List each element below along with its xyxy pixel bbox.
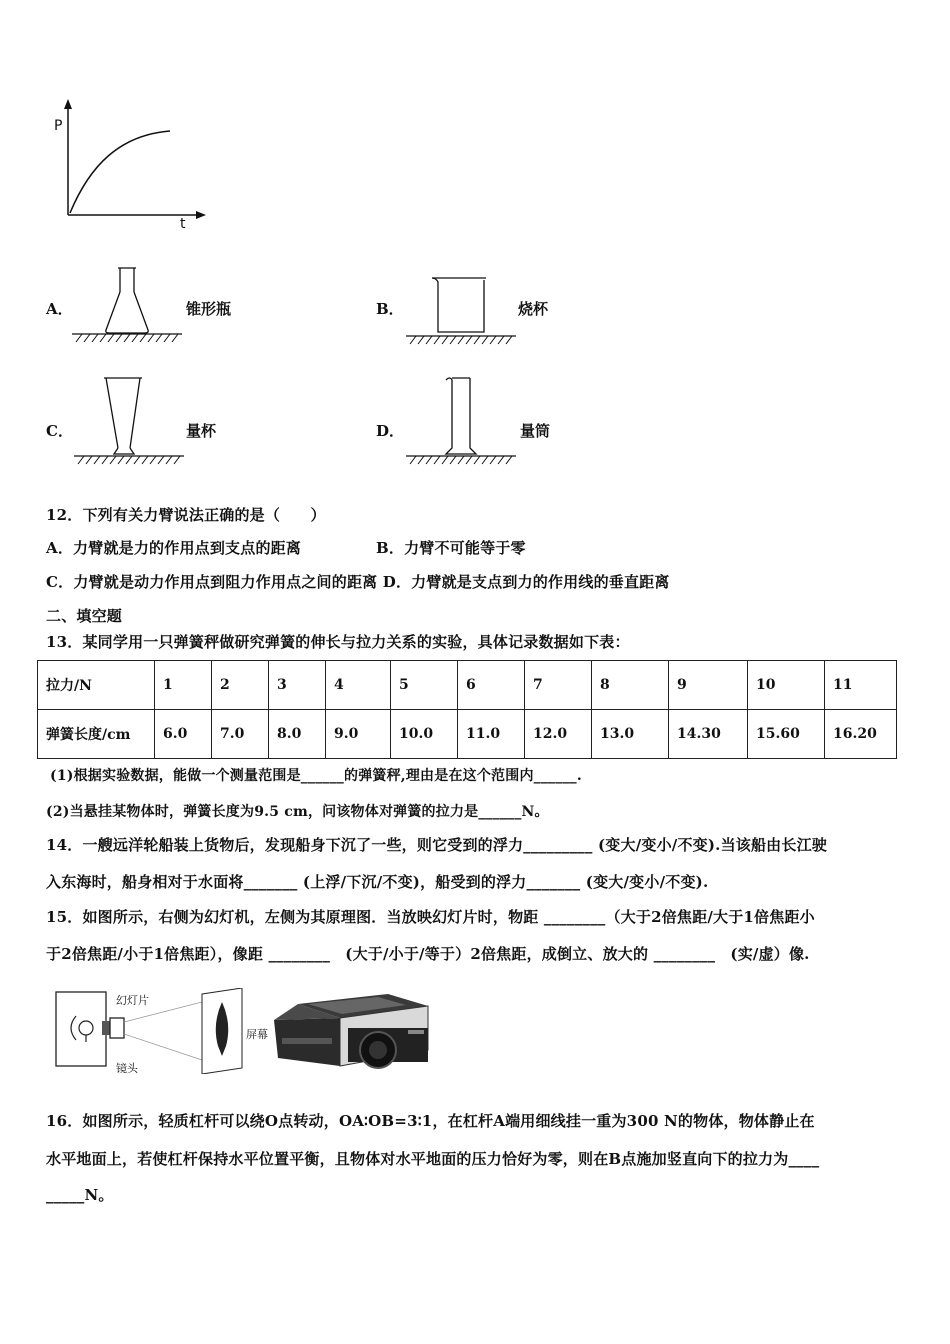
q16-line1: 16．如图所示，轻质杠杆可以绕O点转动，OA∶OB=3∶1，在杠杆A端用细线挂一重为300 N的物体，物体静止在 (46, 1112, 815, 1130)
q16-line2: 水平地面上，若使杠杆保持水平位置平衡，且物体对水平地面的压力恰好为零，则在B点施加竖直向下的拉力为____ (46, 1150, 820, 1168)
table-cell: 16.20 (825, 710, 897, 759)
table-cell: 1 (155, 661, 212, 710)
q15-line2: 于2倍焦距/小于1倍焦距），像距 ________ (大于/小于/等于）2倍焦距，成倒立、放大的 ________ (实/虚）像. (46, 945, 810, 963)
q13-part2: (2)当悬挂某物体时，弹簧长度为9.5 cm，问该物体对弹簧的拉力是______N。 (46, 804, 549, 820)
table-cell: 8 (592, 661, 669, 710)
option-a-label: 锥形瓶 (186, 300, 232, 318)
table-cell: 10 (748, 661, 825, 710)
table-cell: 9.0 (326, 710, 391, 759)
option-d-letter: D． (376, 422, 405, 440)
table-cell: 11 (825, 661, 897, 710)
q13-stem: 13．某同学用一只弹簧秤做研究弹簧的伸长与拉力关系的实验，具体记录数据如下表： (46, 633, 630, 651)
section-heading: 二、填空题 (46, 607, 123, 625)
option-b-label: 烧杯 (518, 300, 549, 318)
q12-option-a: A．力臂就是力的作用点到支点的距离 (46, 539, 302, 557)
option-a-letter: A． (46, 300, 73, 318)
p-t-graph (40, 95, 220, 235)
q15-line1: 15．如图所示，右侧为幻灯机，左侧为其原理图．当放映幻灯片时，物距 ________（大于2倍焦距/大于1倍焦距小 (46, 908, 815, 926)
conical-flask-figure (72, 262, 182, 350)
table-cell: 2 (212, 661, 269, 710)
table-cell: 7.0 (212, 710, 269, 759)
graduated-cylinder-figure (406, 372, 516, 472)
screen-label: 屏幕 (246, 1028, 268, 1041)
q16-line3: _____N。 (46, 1186, 114, 1204)
table-row-header: 拉力/N (38, 661, 155, 710)
measuring-cup-figure (74, 372, 184, 472)
table-cell: 10.0 (391, 710, 458, 759)
option-d-label: 量筒 (520, 422, 551, 440)
table-cell: 13.0 (592, 710, 669, 759)
projector-photo (268, 990, 438, 1080)
q13-part1: (1)根据实验数据，能做一个测量范围是______的弹簧秤,理由是在这个范围内______. (50, 768, 582, 784)
table-row (38, 710, 897, 759)
table-row (38, 661, 897, 710)
option-b-letter: B． (376, 300, 404, 318)
graph-y-label: P (54, 118, 63, 134)
lens-label: 镜头 (116, 1062, 138, 1075)
option-c-letter: C． (46, 422, 73, 440)
q12-option-b: B．力臂不可能等于零 (376, 539, 526, 557)
q14-line2: 入东海时，船身相对于水面将_______ (上浮/下沉/不变)，船受到的浮力_______ (变大/变小/不变). (46, 873, 709, 891)
q14-line1: 14．一艘远洋轮船装上货物后，发现船身下沉了一些，则它受到的浮力_________ (变大/变小/不变).当该船由长江驶 (46, 836, 827, 854)
table-cell: 11.0 (458, 710, 525, 759)
table-cell: 15.60 (748, 710, 825, 759)
table-cell: 6.0 (155, 710, 212, 759)
table-cell: 6 (458, 661, 525, 710)
table-cell: 7 (525, 661, 592, 710)
table-cell: 12.0 (525, 710, 592, 759)
table-row-header: 弹簧长度/cm (38, 710, 155, 759)
q12-option-cd: C．力臂就是动力作用点到阻力作用点之间的距离 D．力臂就是支点到力的作用线的垂直距离 (46, 573, 670, 591)
beaker-figure (406, 270, 516, 350)
graph-x-label: t (180, 216, 186, 232)
q12-stem: 12．下列有关力臂说法正确的是（ ） (46, 506, 326, 524)
table-cell: 3 (269, 661, 326, 710)
table-cell: 4 (326, 661, 391, 710)
option-c-label: 量杯 (186, 422, 217, 440)
slide-label: 幻灯片 (116, 994, 149, 1007)
table-cell: 9 (669, 661, 748, 710)
table-cell: 14.30 (669, 710, 748, 759)
table-cell: 5 (391, 661, 458, 710)
data-table (37, 660, 897, 759)
table-cell: 8.0 (269, 710, 326, 759)
